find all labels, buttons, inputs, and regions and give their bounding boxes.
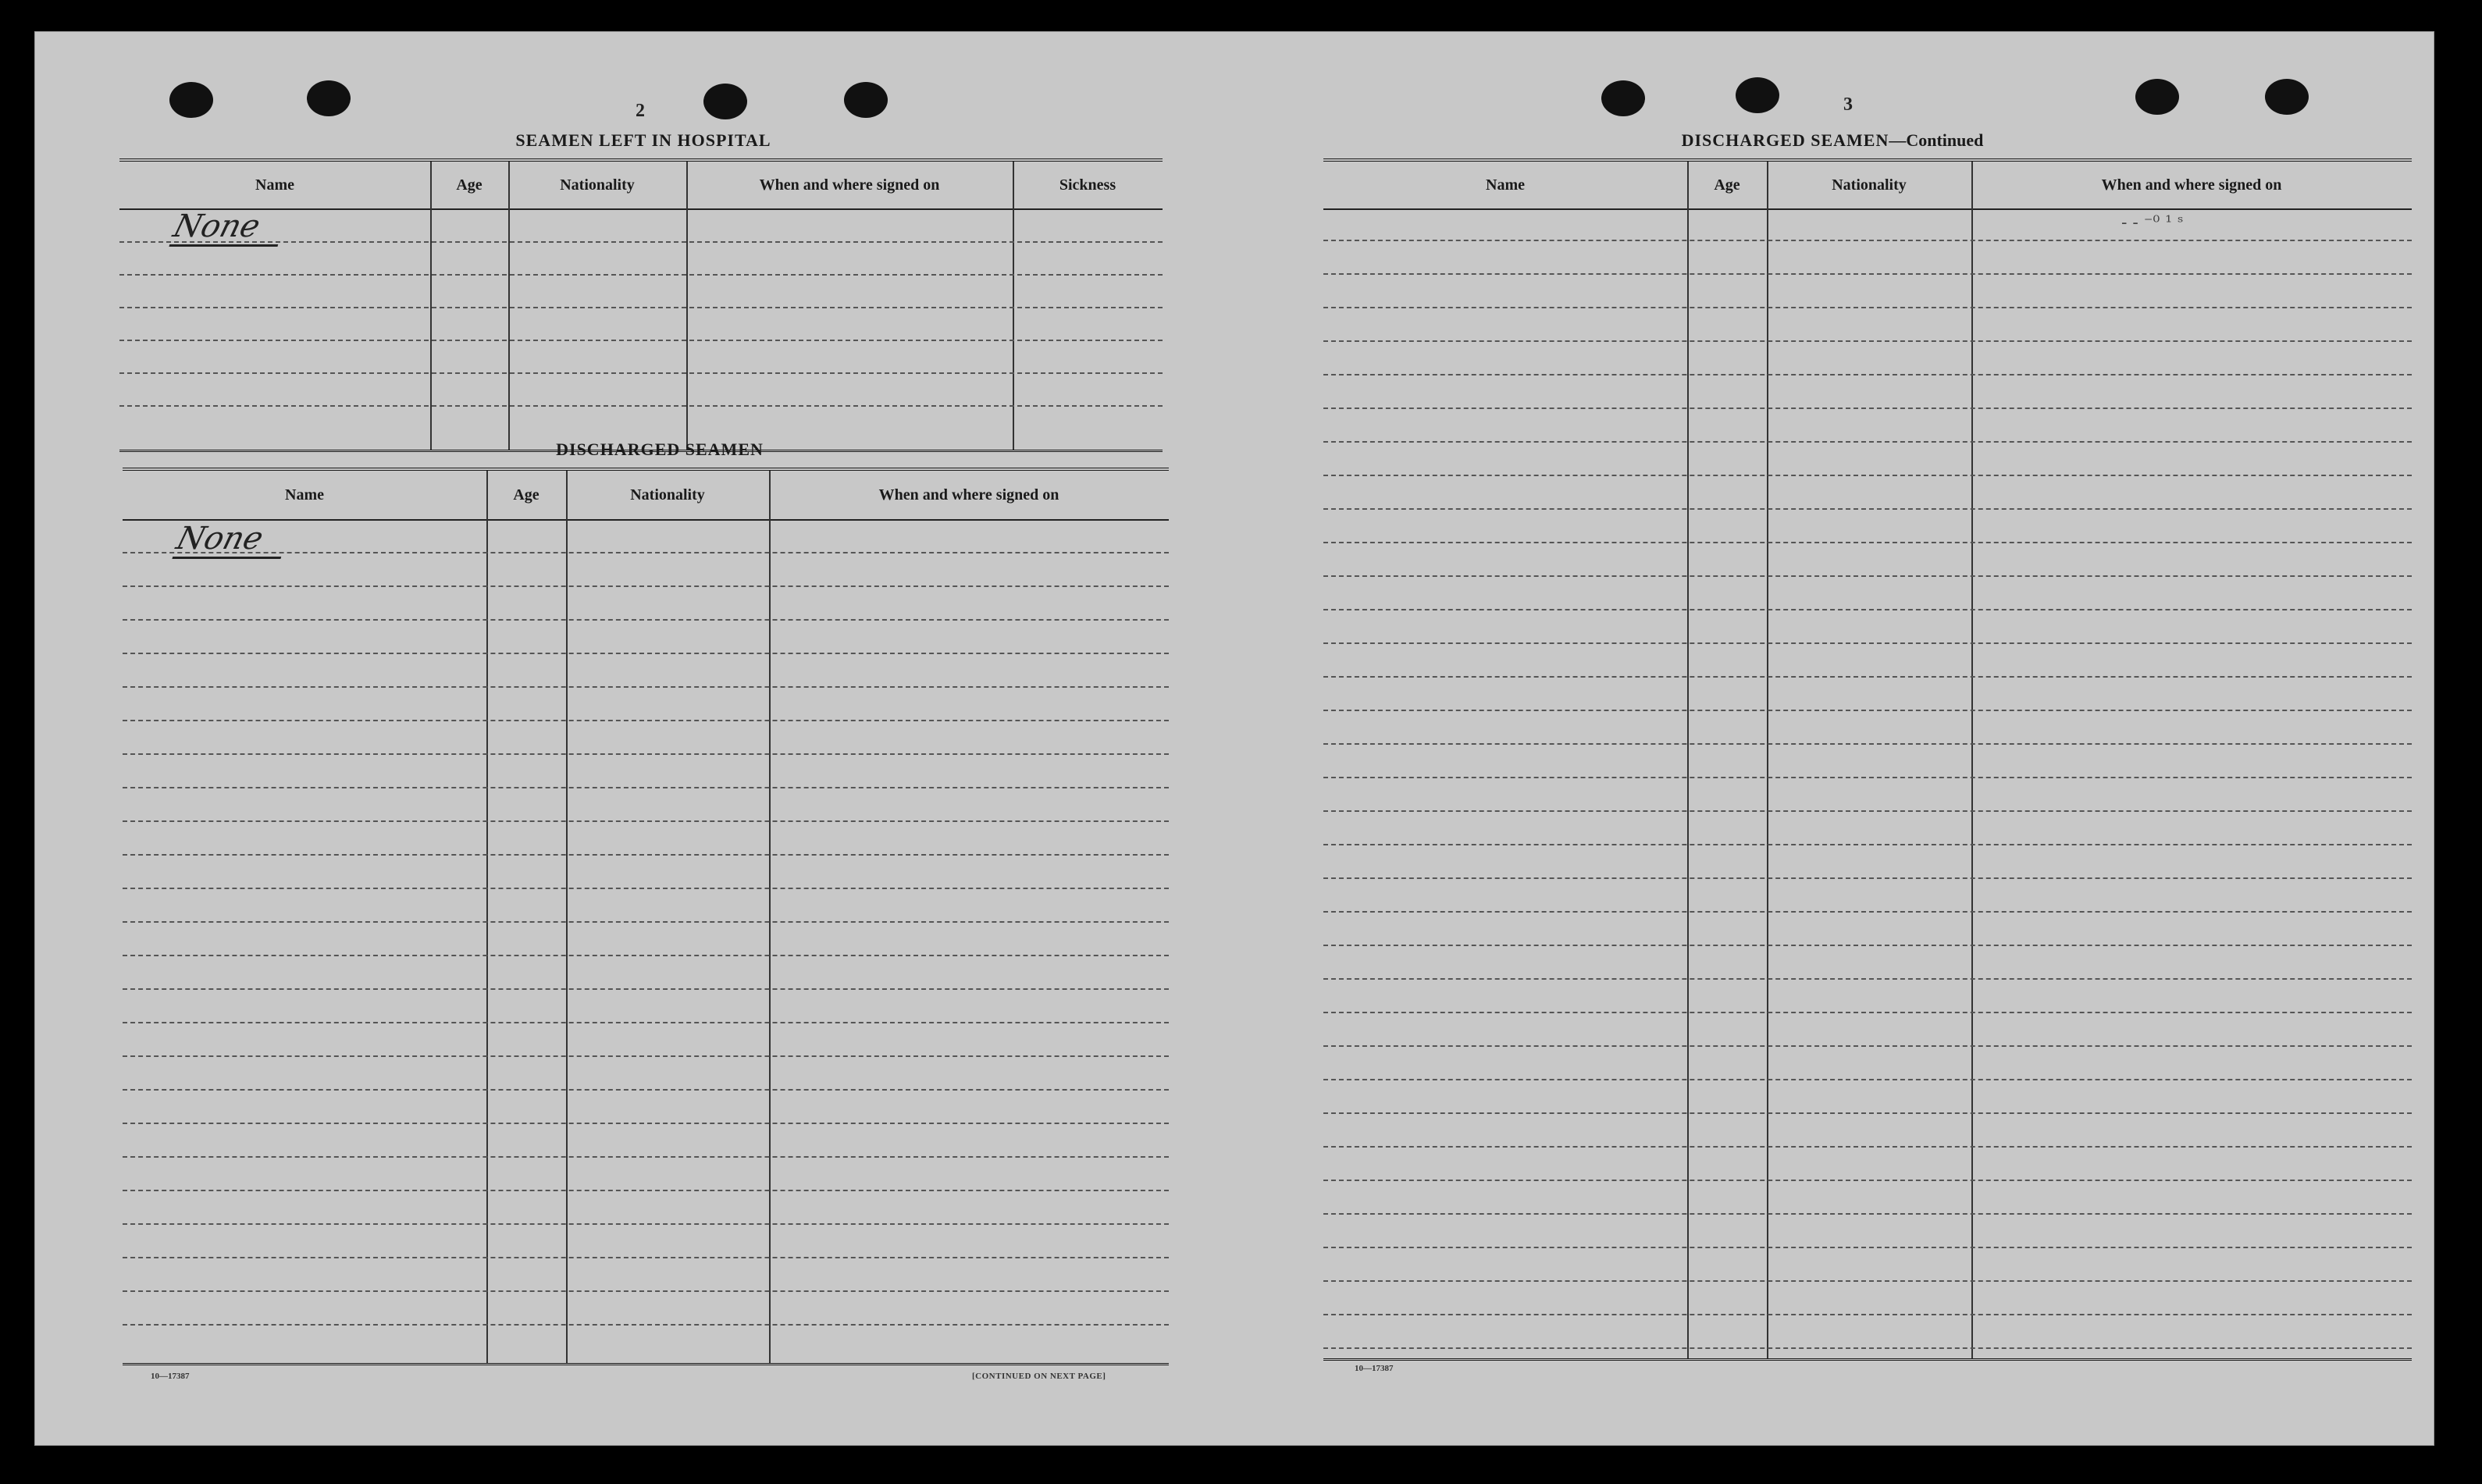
ruled-line (1323, 475, 2412, 476)
continued-note: [CONTINUED ON NEXT PAGE] (972, 1372, 1106, 1381)
column-header-signed-on: When and where signed on (2101, 176, 2282, 194)
ruled-line (1323, 743, 2412, 745)
punch-hole (169, 82, 213, 118)
punch-hole (2265, 79, 2309, 115)
ruled-line (1323, 307, 2412, 308)
ruled-line (1323, 1280, 2412, 1282)
ruled-line (1323, 945, 2412, 946)
ruled-line (1323, 877, 2412, 879)
page-number-left: 2 (636, 101, 645, 121)
ruled-line (1323, 710, 2412, 711)
ruled-line (123, 1055, 1169, 1057)
column-header-nationality: Nationality (1832, 176, 1907, 194)
ruled-line (1323, 441, 2412, 443)
ruled-line (1323, 1012, 2412, 1013)
ruled-line (123, 720, 1169, 721)
ruled-line (1323, 508, 2412, 510)
ruled-line (1323, 1314, 2412, 1315)
column-divider (566, 471, 568, 1363)
faint-mark: - - ⁻⁰ ¹ ˢ (2121, 213, 2184, 233)
ruled-line (123, 1324, 1169, 1326)
ruled-line (1323, 777, 2412, 778)
column-divider (486, 471, 488, 1363)
ruled-line (1323, 642, 2412, 644)
title-main: DISCHARGED SEAMEN (1681, 130, 1889, 150)
column-header-age: Age (1714, 176, 1740, 194)
ruled-line (123, 888, 1169, 889)
punch-hole (844, 82, 888, 118)
ruled-line (123, 955, 1169, 956)
column-header-nationality: Nationality (630, 486, 705, 504)
ruled-line (123, 1223, 1169, 1225)
punch-hole (307, 80, 351, 116)
ruled-line (1323, 407, 2412, 409)
form-number-right: 10—17387 (1355, 1364, 1394, 1373)
ruled-line (123, 787, 1169, 788)
discharged-section-title: DISCHARGED SEAMEN (556, 440, 764, 459)
ruled-line (123, 686, 1169, 688)
ruled-line (123, 988, 1169, 990)
ruled-line (1323, 575, 2412, 577)
ruled-line (119, 372, 1163, 374)
discharged-table-right (1323, 158, 2412, 1361)
ruled-line (1323, 676, 2412, 678)
ruled-line (1323, 978, 2412, 980)
hospital-section-title: SEAMEN LEFT IN HOSPITAL (515, 130, 771, 150)
ruled-line (123, 921, 1169, 923)
column-header-signed-on: When and where signed on (759, 176, 940, 194)
column-header-name: Name (1486, 176, 1525, 194)
ruled-line (119, 307, 1163, 308)
hospital-table-header (119, 162, 1163, 210)
ruled-line (1323, 1146, 2412, 1148)
ruled-line (1323, 374, 2412, 375)
title-suffix: —Continued (1889, 130, 1984, 150)
page-number-right: 3 (1843, 94, 1853, 115)
punch-hole (2135, 79, 2179, 115)
discharged-table-header (123, 471, 1169, 521)
column-header-nationality: Nationality (560, 176, 635, 194)
ruled-line (1323, 1045, 2412, 1047)
ruled-line (1323, 340, 2412, 342)
ruled-line (1323, 810, 2412, 812)
document-sheet (34, 31, 2434, 1446)
discharged-table-left (123, 468, 1169, 1365)
discharged-continued-header (1323, 162, 2412, 210)
ruled-line (123, 1022, 1169, 1023)
handwritten-entry: None (169, 208, 287, 247)
ruled-line (123, 854, 1169, 856)
ruled-line (1323, 1112, 2412, 1114)
column-header-name: Name (285, 486, 324, 504)
form-number-left: 10—17387 (151, 1372, 190, 1381)
column-header-age: Age (513, 486, 539, 504)
column-divider (769, 471, 771, 1363)
ruled-line (1323, 911, 2412, 913)
ruled-line (1323, 1347, 2412, 1349)
ruled-line (1323, 1079, 2412, 1080)
hospital-table (119, 158, 1163, 452)
ruled-line (1323, 273, 2412, 275)
ruled-line (1323, 844, 2412, 845)
ruled-line (119, 340, 1163, 341)
ruled-line (123, 1290, 1169, 1292)
column-header-signed-on: When and where signed on (878, 486, 1059, 504)
column-header-age: Age (456, 176, 483, 194)
ruled-line (123, 1190, 1169, 1191)
ruled-line (123, 1156, 1169, 1158)
punch-hole (703, 84, 747, 119)
ruled-line (123, 753, 1169, 755)
column-header-name: Name (255, 176, 294, 194)
ruled-line (123, 653, 1169, 654)
discharged-continued-title (1682, 130, 1984, 151)
ruled-line (123, 1089, 1169, 1091)
ruled-line (123, 820, 1169, 822)
punch-hole (1601, 80, 1645, 116)
column-header-sickness: Sickness (1059, 176, 1116, 194)
handwritten-entry: None (172, 521, 290, 559)
ruled-line (119, 274, 1163, 276)
ruled-line (123, 1257, 1169, 1258)
ruled-line (1323, 240, 2412, 241)
ruled-line (1323, 1180, 2412, 1181)
ruled-line (123, 1123, 1169, 1124)
ruled-line (123, 585, 1169, 587)
ruled-line (1323, 609, 2412, 610)
ruled-line (1323, 1213, 2412, 1215)
ruled-line (119, 405, 1163, 407)
ruled-line (1323, 1247, 2412, 1248)
punch-hole (1736, 77, 1779, 113)
ruled-line (1323, 542, 2412, 543)
ruled-line (123, 619, 1169, 621)
